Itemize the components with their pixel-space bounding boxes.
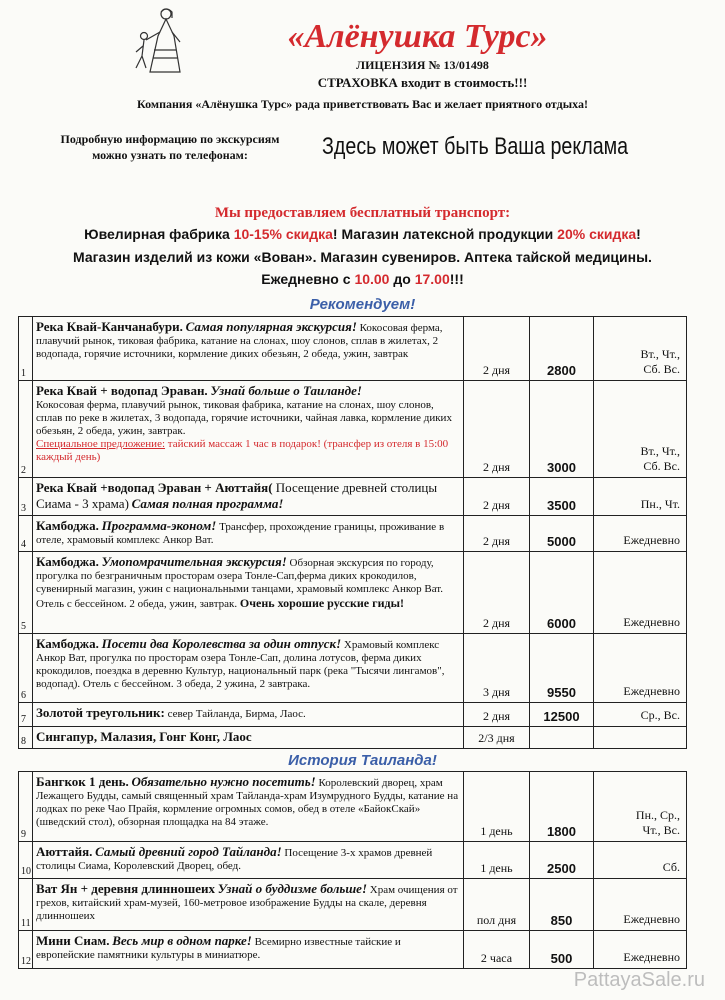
tour-description: Камбоджа. Посети два Королевства за один отпуск! Храмовый комплекс Анкор Ват, прогулка по просторам озера Тонле-Сап, долина лотусов, ферма диких крокодилов, поездка в деревню Культур, национальный парк (река "Тысячи лингамов", водопад). Отель с бессейном. 3 обеда, 2 ужина, 2 завтрака.: [33, 634, 464, 703]
tours-table: [18, 316, 687, 749]
tour-price: 6000: [530, 552, 594, 634]
section-recommend-heading: Рекомендуем!: [309, 296, 416, 313]
ad-placeholder: Здесь может быть Ваша реклама: [322, 133, 629, 160]
tour-description: Сингапур, Малазия, Гонг Конг, Лаос: [33, 727, 464, 749]
tour-description: Аюттайя. Самый древний город Тайланда! Посещение 3-х храмов древней столицы Сиама, Королевский Дворец, обед.: [33, 842, 464, 879]
tour-duration: 2 дня: [464, 478, 530, 516]
tour-description: Камбоджа. Программа-эконом! Трансфер, прохождение границы, проживание в отеле, храмовый комплекс Анкор Ват.: [33, 516, 464, 552]
tour-duration: 2 часа: [464, 931, 530, 969]
tour-price: 850: [530, 879, 594, 931]
tour-days: Ежедневно: [594, 516, 687, 552]
tour-duration: 2 дня: [464, 317, 530, 381]
transport-title: Мы предоставляем бесплатный транспорт:: [214, 205, 511, 221]
row-number: 7: [19, 703, 33, 727]
promo-line-1: Ювелирная фабрика 10-15% скидка! Магазин латексной продукции 20% скидка!: [84, 226, 641, 242]
tour-duration: пол дня: [464, 879, 530, 931]
info-line-2: можно узнать по телефонам:: [92, 148, 248, 162]
tour-price: 5000: [530, 516, 594, 552]
tour-days: Ежедневно: [594, 634, 687, 703]
tour-days: Ср., Вс.: [594, 703, 687, 727]
row-number: 9: [19, 772, 33, 842]
tour-duration: 2 дня: [464, 703, 530, 727]
tour-description: Мини Сиам. Весь мир в одном парке! Всемирно известные тайские и европейские памятники культуры в миниатюре.: [33, 931, 464, 969]
table-row: [19, 516, 687, 552]
tour-description: Золотой треугольник: север Тайланда, Бирма, Лаос.: [33, 703, 464, 727]
tour-price: 2800: [530, 317, 594, 381]
tour-description: Ват Ян + деревня длинношеих Узнай о буддизме больше! Храм очищения от грехов, китайский храм-музей, 160-метровое изображение Будды на скале, деревня длинношеих: [33, 879, 464, 931]
tour-description: Бангкок 1 день. Обязательно нужно посетить! Королевский дворец, храм Лежащего Будды, самый священный храм Тайланда-храм Изумрудного Будды, катание на лодках по реке Чао Прайя, кормление огромных сомов, обед в отеле «БайокСкай» (шведский стол), обзорная площадка на 84 этаже.: [33, 772, 464, 842]
tour-price: 500: [530, 931, 594, 969]
table-row: [19, 381, 687, 478]
insurance-note: СТРАХОВКА входит в стоимость!!!: [317, 75, 528, 90]
tour-days: Ежедневно: [594, 552, 687, 634]
license-number: ЛИЦЕНЗИЯ № 13/01498: [356, 58, 489, 72]
table-row: [19, 552, 687, 634]
table-row: [19, 772, 687, 842]
table-row: [19, 727, 687, 749]
tour-description: Река Квай-Канчанабури. Самая популярная экскурсия! Кокосовая ферма, плавучий рынок, тиковая фабрика, катание на слонах, шоу слонов, сплав в жилетах, 2 водопада, горячие источники, кормление диких обезьян, 2 обеда, ужин, завтрак: [33, 317, 464, 381]
tour-days: [594, 727, 687, 749]
tour-duration: 2 дня: [464, 381, 530, 478]
tour-days: Ежедневно: [594, 879, 687, 931]
row-number: 12: [19, 931, 33, 969]
welcome-text: Компания «Алёнушка Турс» рада приветствовать Вас и желает приятного отдыха!: [137, 97, 588, 111]
tour-duration: 2/3 дня: [464, 727, 530, 749]
tour-days: Сб.: [594, 842, 687, 879]
tour-price: [530, 727, 594, 749]
agency-title: «Алёнушка Турс»: [287, 18, 548, 55]
section-history-heading: История Таиланда!: [288, 752, 437, 769]
history-tours-table: [18, 771, 687, 969]
tour-duration: 3 дня: [464, 634, 530, 703]
table-row: [19, 478, 687, 516]
row-number: 1: [19, 317, 33, 381]
tour-description: Река Квай +водопад Эраван + Аюттайя( Посещение древней столицы Сиама - 3 храма) Самая полная программа!: [33, 478, 464, 516]
tour-duration: 1 день: [464, 772, 530, 842]
table-row: [19, 931, 687, 969]
row-number: 11: [19, 879, 33, 931]
tour-days: Ежедневно: [594, 931, 687, 969]
tour-price: 3000: [530, 381, 594, 478]
tour-description: Река Квай + водопад Эраван. Узнай больше о Таиланде! Кокосовая ферма, плавучий рынок, тиковая фабрика, катание на слонах, шоу слонов, сплав по реке в жилетах, 3 водопада, горячие источники, чайная лавка, кормление диких обезьян, 2 обеда, ужин, завтрак. Специальное предложение: тайский массаж 1 час в подарок! (трансфер из отеля в 15:00 каждый день): [33, 381, 464, 478]
row-number: 3: [19, 478, 33, 516]
row-number: 5: [19, 552, 33, 634]
row-number: 2: [19, 381, 33, 478]
row-number: 4: [19, 516, 33, 552]
tour-days: Пн., Ср., Чт., Вс.: [594, 772, 687, 842]
row-number: 8: [19, 727, 33, 749]
promo-line-3: Ежедневно с 10.00 до 17.00!!!: [261, 271, 464, 287]
tour-price: 1800: [530, 772, 594, 842]
site-watermark: PattayaSale.ru: [573, 969, 705, 991]
tour-days: Вт., Чт., Сб. Вс.: [594, 317, 687, 381]
table-row: [19, 842, 687, 879]
tour-description: Камбоджа. Умопомрачительная экскурсия! Обзорная экскурсия по городу, прогулка по безграничным просторам озера Тонле-Сап,ферма диких крокодилов, сувенирный магазин, ужин с национальными танцами, храмовый комплекс Анкор Ват. Отель с бессейном. 2 обеда, ужин, завтрак. Очень хорошие русские гиды!: [33, 552, 464, 634]
promo-line-2: Магазин изделий из кожи «Вован». Магазин сувениров. Аптека тайской медицины.: [73, 249, 652, 265]
row-number: 6: [19, 634, 33, 703]
tour-price: 12500: [530, 703, 594, 727]
tour-price: 2500: [530, 842, 594, 879]
tour-duration: 2 дня: [464, 516, 530, 552]
table-row: [19, 879, 687, 931]
table-row: [19, 703, 687, 727]
row-number: 10: [19, 842, 33, 879]
table-row: [19, 634, 687, 703]
tour-days: Пн., Чт.: [594, 478, 687, 516]
info-phones-text: [40, 131, 300, 163]
tour-price: 3500: [530, 478, 594, 516]
tour-duration: 1 день: [464, 842, 530, 879]
tour-days: Вт., Чт., Сб. Вс.: [594, 381, 687, 478]
tour-duration: 2 дня: [464, 552, 530, 634]
table-row: [19, 317, 687, 381]
info-line-1: Подробную информацию по экскурсиям: [60, 132, 280, 146]
tour-price: 9550: [530, 634, 594, 703]
